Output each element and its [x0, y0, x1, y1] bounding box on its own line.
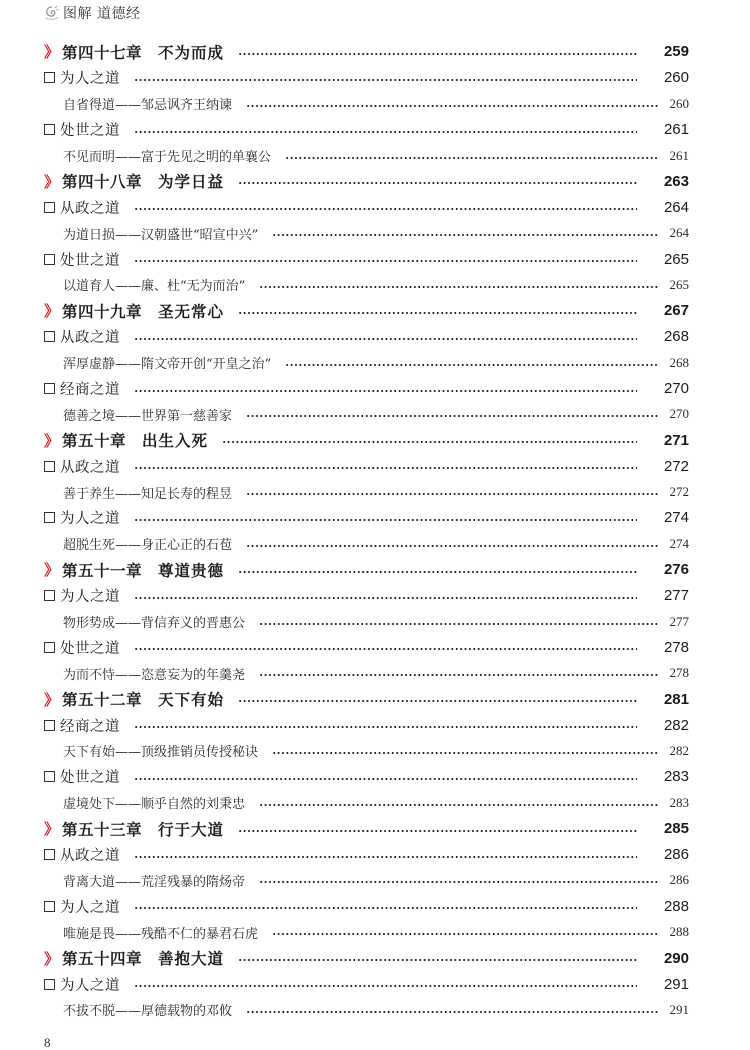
page-ref: 261	[663, 121, 689, 139]
page-ref: 283	[669, 794, 689, 810]
page-ref: 272	[669, 484, 689, 500]
subsection-title: 善于养生——知足长寿的程昱	[63, 486, 233, 502]
page-ref: 283	[663, 768, 689, 786]
section-title: 处世之道	[60, 640, 120, 657]
page-ref: 274	[663, 509, 689, 527]
toc-section-entry[interactable]	[44, 893, 689, 919]
page-ref: 276	[663, 561, 689, 579]
chapter-title: 圣无常心	[158, 302, 225, 321]
toc-subsection-entry[interactable]	[44, 401, 689, 427]
chapter-marker-icon: 》	[44, 561, 60, 580]
dot-leader	[285, 364, 659, 366]
dot-leader	[246, 493, 659, 495]
chapter-title: 出生入死	[142, 432, 209, 451]
subsection-title: 浑厚虚静——隋文帝开创“开皇之治”	[63, 357, 272, 373]
page-ref: 274	[669, 535, 689, 551]
section-title: 为人之道	[60, 589, 120, 606]
toc-section-entry[interactable]	[44, 634, 689, 660]
subsection-title: 为道日损——汉朝盛世“昭宣中兴”	[63, 227, 259, 243]
section-title: 从政之道	[60, 200, 120, 217]
page-ref: 286	[669, 872, 689, 888]
page-ref: 259	[663, 43, 689, 61]
dot-leader	[134, 338, 637, 340]
chapter-marker-icon: 》	[44, 43, 60, 62]
page-ref: 288	[669, 924, 689, 940]
page-ref: 291	[669, 1001, 689, 1017]
chapter-title: 行于大道	[158, 820, 225, 839]
dot-leader	[272, 234, 659, 236]
toc-subsection-entry[interactable]	[44, 738, 689, 764]
toc-chapter-entry[interactable]	[44, 168, 689, 194]
toc-subsection-entry[interactable]	[44, 91, 689, 117]
section-title: 从政之道	[60, 330, 120, 347]
dot-leader	[246, 105, 659, 107]
toc-subsection-entry[interactable]	[44, 790, 689, 816]
toc-section-entry[interactable]	[44, 324, 689, 350]
section-title: 从政之道	[60, 848, 120, 865]
subsection-title: 不拔不脱——厚德载物的邓攸	[63, 1004, 233, 1020]
page-ref: 277	[669, 613, 689, 629]
toc-subsection-entry[interactable]	[44, 997, 689, 1023]
square-bullet-icon	[44, 383, 55, 394]
dot-leader	[285, 157, 659, 159]
page-ref: 265	[669, 276, 689, 292]
dot-leader	[259, 881, 659, 883]
square-bullet-icon	[44, 512, 55, 523]
dot-leader	[134, 648, 637, 650]
chapter-title: 尊道贵德	[158, 561, 225, 580]
dot-leader	[134, 208, 637, 210]
dot-leader	[134, 519, 637, 521]
dot-leader	[134, 597, 637, 599]
dot-leader	[272, 752, 659, 754]
toc-subsection-entry[interactable]	[44, 143, 689, 169]
page-ref: 265	[663, 250, 689, 268]
toc-section-entry[interactable]	[44, 712, 689, 738]
section-title: 从政之道	[60, 459, 120, 476]
page-number: 8	[44, 1035, 51, 1050]
page-ref: 260	[669, 95, 689, 111]
dot-leader	[238, 53, 637, 55]
section-title: 经商之道	[60, 382, 120, 399]
dot-leader	[272, 933, 659, 935]
page-ref: 270	[669, 406, 689, 422]
dot-leader	[134, 390, 637, 392]
chapter-marker-icon: 》	[44, 172, 60, 191]
dot-leader	[134, 79, 637, 81]
square-bullet-icon	[44, 124, 55, 135]
toc-section-entry[interactable]	[44, 117, 689, 143]
dot-leader	[134, 467, 637, 469]
dot-leader	[246, 545, 659, 547]
chapter-number: 第四十七章	[62, 43, 143, 62]
toc-chapter-entry[interactable]	[44, 557, 689, 583]
square-bullet-icon	[44, 720, 55, 731]
square-bullet-icon	[44, 849, 55, 860]
dot-leader	[259, 804, 659, 806]
page-ref: 285	[663, 820, 689, 838]
book-title: 图解 道德经	[63, 6, 141, 22]
toc-subsection-entry[interactable]	[44, 272, 689, 298]
square-bullet-icon	[44, 771, 55, 782]
toc-section-entry[interactable]	[44, 764, 689, 790]
page-ref: 272	[663, 457, 689, 475]
subsection-title: 背离大道——荒淫残暴的隋炀帝	[63, 874, 246, 890]
chapter-title: 善抱大道	[158, 950, 225, 969]
toc-subsection-entry[interactable]	[44, 220, 689, 246]
chapter-marker-icon: 》	[44, 302, 60, 321]
dot-leader	[238, 182, 637, 184]
toc-section-entry[interactable]	[44, 65, 689, 91]
chapter-marker-icon: 》	[44, 949, 60, 968]
toc-section-entry[interactable]	[44, 842, 689, 868]
chapter-number: 第四十八章	[62, 173, 143, 192]
dot-leader	[134, 907, 637, 909]
chapter-number: 第五十二章	[62, 691, 143, 710]
toc-section-entry[interactable]	[44, 505, 689, 531]
page-ref: 267	[663, 302, 689, 320]
toc-subsection-entry[interactable]	[44, 479, 689, 505]
chapter-number: 第五十章	[62, 432, 127, 451]
subsection-title: 物形势成——背信弃义的晋惠公	[63, 616, 246, 632]
ink-swirl-logo-icon	[44, 5, 60, 21]
square-bullet-icon	[44, 642, 55, 653]
section-title: 处世之道	[60, 123, 120, 140]
page-ref: 282	[663, 716, 689, 734]
chapter-marker-icon: 》	[44, 431, 60, 450]
toc-section-entry[interactable]	[44, 453, 689, 479]
toc-section-entry[interactable]	[44, 194, 689, 220]
dot-leader	[134, 131, 637, 133]
section-title: 处世之道	[60, 770, 120, 787]
dot-leader	[134, 260, 637, 262]
page-ref: 291	[663, 975, 689, 993]
chapter-number: 第五十一章	[62, 561, 143, 580]
dot-leader	[134, 726, 637, 728]
page-ref: 260	[663, 69, 689, 87]
dot-leader	[238, 571, 637, 573]
chapter-number: 第四十九章	[62, 302, 143, 321]
dot-leader	[238, 830, 637, 832]
dot-leader	[238, 700, 637, 702]
square-bullet-icon	[44, 202, 55, 213]
dot-leader	[238, 312, 637, 314]
toc-subsection-entry[interactable]	[44, 919, 689, 945]
toc-chapter-entry[interactable]	[44, 945, 689, 971]
toc-chapter-entry[interactable]	[44, 686, 689, 712]
toc-subsection-entry[interactable]	[44, 660, 689, 686]
subsection-title: 不见而明——富于先见之明的单襄公	[63, 150, 272, 165]
page-ref: 278	[669, 665, 689, 681]
page-ref: 264	[663, 198, 689, 216]
page-ref: 263	[663, 172, 689, 190]
toc-subsection-entry[interactable]	[44, 609, 689, 635]
toc-section-entry[interactable]	[44, 376, 689, 402]
section-title: 处世之道	[60, 252, 120, 269]
toc-subsection-entry[interactable]	[44, 531, 689, 557]
section-title: 经商之道	[60, 718, 120, 735]
page-ref: 271	[663, 431, 689, 449]
page-ref: 286	[663, 846, 689, 864]
subsection-title: 自省得道——邹忌讽齐王纳谏	[63, 98, 233, 114]
toc-chapter-entry[interactable]	[44, 298, 689, 324]
dot-leader	[259, 623, 659, 625]
square-bullet-icon	[44, 590, 55, 601]
dot-leader	[238, 959, 637, 961]
square-bullet-icon	[44, 901, 55, 912]
page-ref: 288	[663, 897, 689, 915]
subsection-title: 以道育人——廉、杜“无为而治”	[63, 279, 246, 295]
section-title: 为人之道	[60, 977, 120, 994]
page-ref: 282	[669, 742, 689, 758]
square-bullet-icon	[44, 254, 55, 265]
chapter-title: 天下有始	[158, 691, 225, 710]
page-ref: 270	[663, 380, 689, 398]
running-header	[44, 3, 140, 23]
square-bullet-icon	[44, 331, 55, 342]
toc-subsection-entry[interactable]	[44, 350, 689, 376]
page-ref: 268	[669, 354, 689, 370]
page-ref: 281	[663, 690, 689, 708]
dot-leader	[134, 856, 637, 858]
chapter-marker-icon: 》	[44, 820, 60, 839]
page-ref: 290	[663, 949, 689, 967]
chapter-number: 第五十三章	[62, 820, 143, 839]
table-of-contents	[44, 39, 689, 1023]
section-title: 为人之道	[60, 511, 120, 528]
toc-section-entry[interactable]	[44, 971, 689, 997]
chapter-title: 为学日益	[158, 173, 225, 192]
toc-chapter-entry[interactable]	[44, 427, 689, 453]
toc-subsection-entry[interactable]	[44, 868, 689, 894]
page-ref: 278	[663, 638, 689, 656]
page-ref: 268	[663, 328, 689, 346]
section-title: 为人之道	[60, 71, 120, 88]
subsection-title: 虚境处下——顺乎自然的刘秉忠	[63, 797, 246, 813]
square-bullet-icon	[44, 461, 55, 472]
subsection-title: 天下有始——顶级推销员传授秘诀	[63, 745, 259, 761]
square-bullet-icon	[44, 72, 55, 83]
section-title: 为人之道	[60, 899, 120, 916]
subsection-title: 为而不恃——恣意妄为的年羹尧	[63, 667, 246, 683]
chapter-number: 第五十四章	[62, 950, 143, 969]
subsection-title: 唯施是畏——残酷不仁的暴君石虎	[63, 926, 259, 942]
subsection-title: 德善之境——世界第一慈善家	[63, 408, 233, 424]
chapter-title: 不为而成	[158, 43, 225, 62]
dot-leader	[134, 778, 637, 780]
page-ref: 261	[669, 147, 689, 163]
toc-chapter-entry[interactable]	[44, 816, 689, 842]
dot-leader	[222, 441, 637, 443]
dot-leader	[246, 415, 659, 417]
square-bullet-icon	[44, 979, 55, 990]
dot-leader	[134, 985, 637, 987]
dot-leader	[246, 1011, 659, 1013]
toc-section-entry[interactable]	[44, 246, 689, 272]
toc-section-entry[interactable]	[44, 583, 689, 609]
dot-leader	[259, 286, 659, 288]
toc-chapter-entry[interactable]	[44, 39, 689, 65]
subsection-title: 超脱生死——身正心正的石苞	[63, 538, 233, 554]
page-ref: 277	[663, 587, 689, 605]
chapter-marker-icon: 》	[44, 690, 60, 709]
dot-leader	[259, 674, 659, 676]
page-ref: 264	[669, 225, 689, 241]
